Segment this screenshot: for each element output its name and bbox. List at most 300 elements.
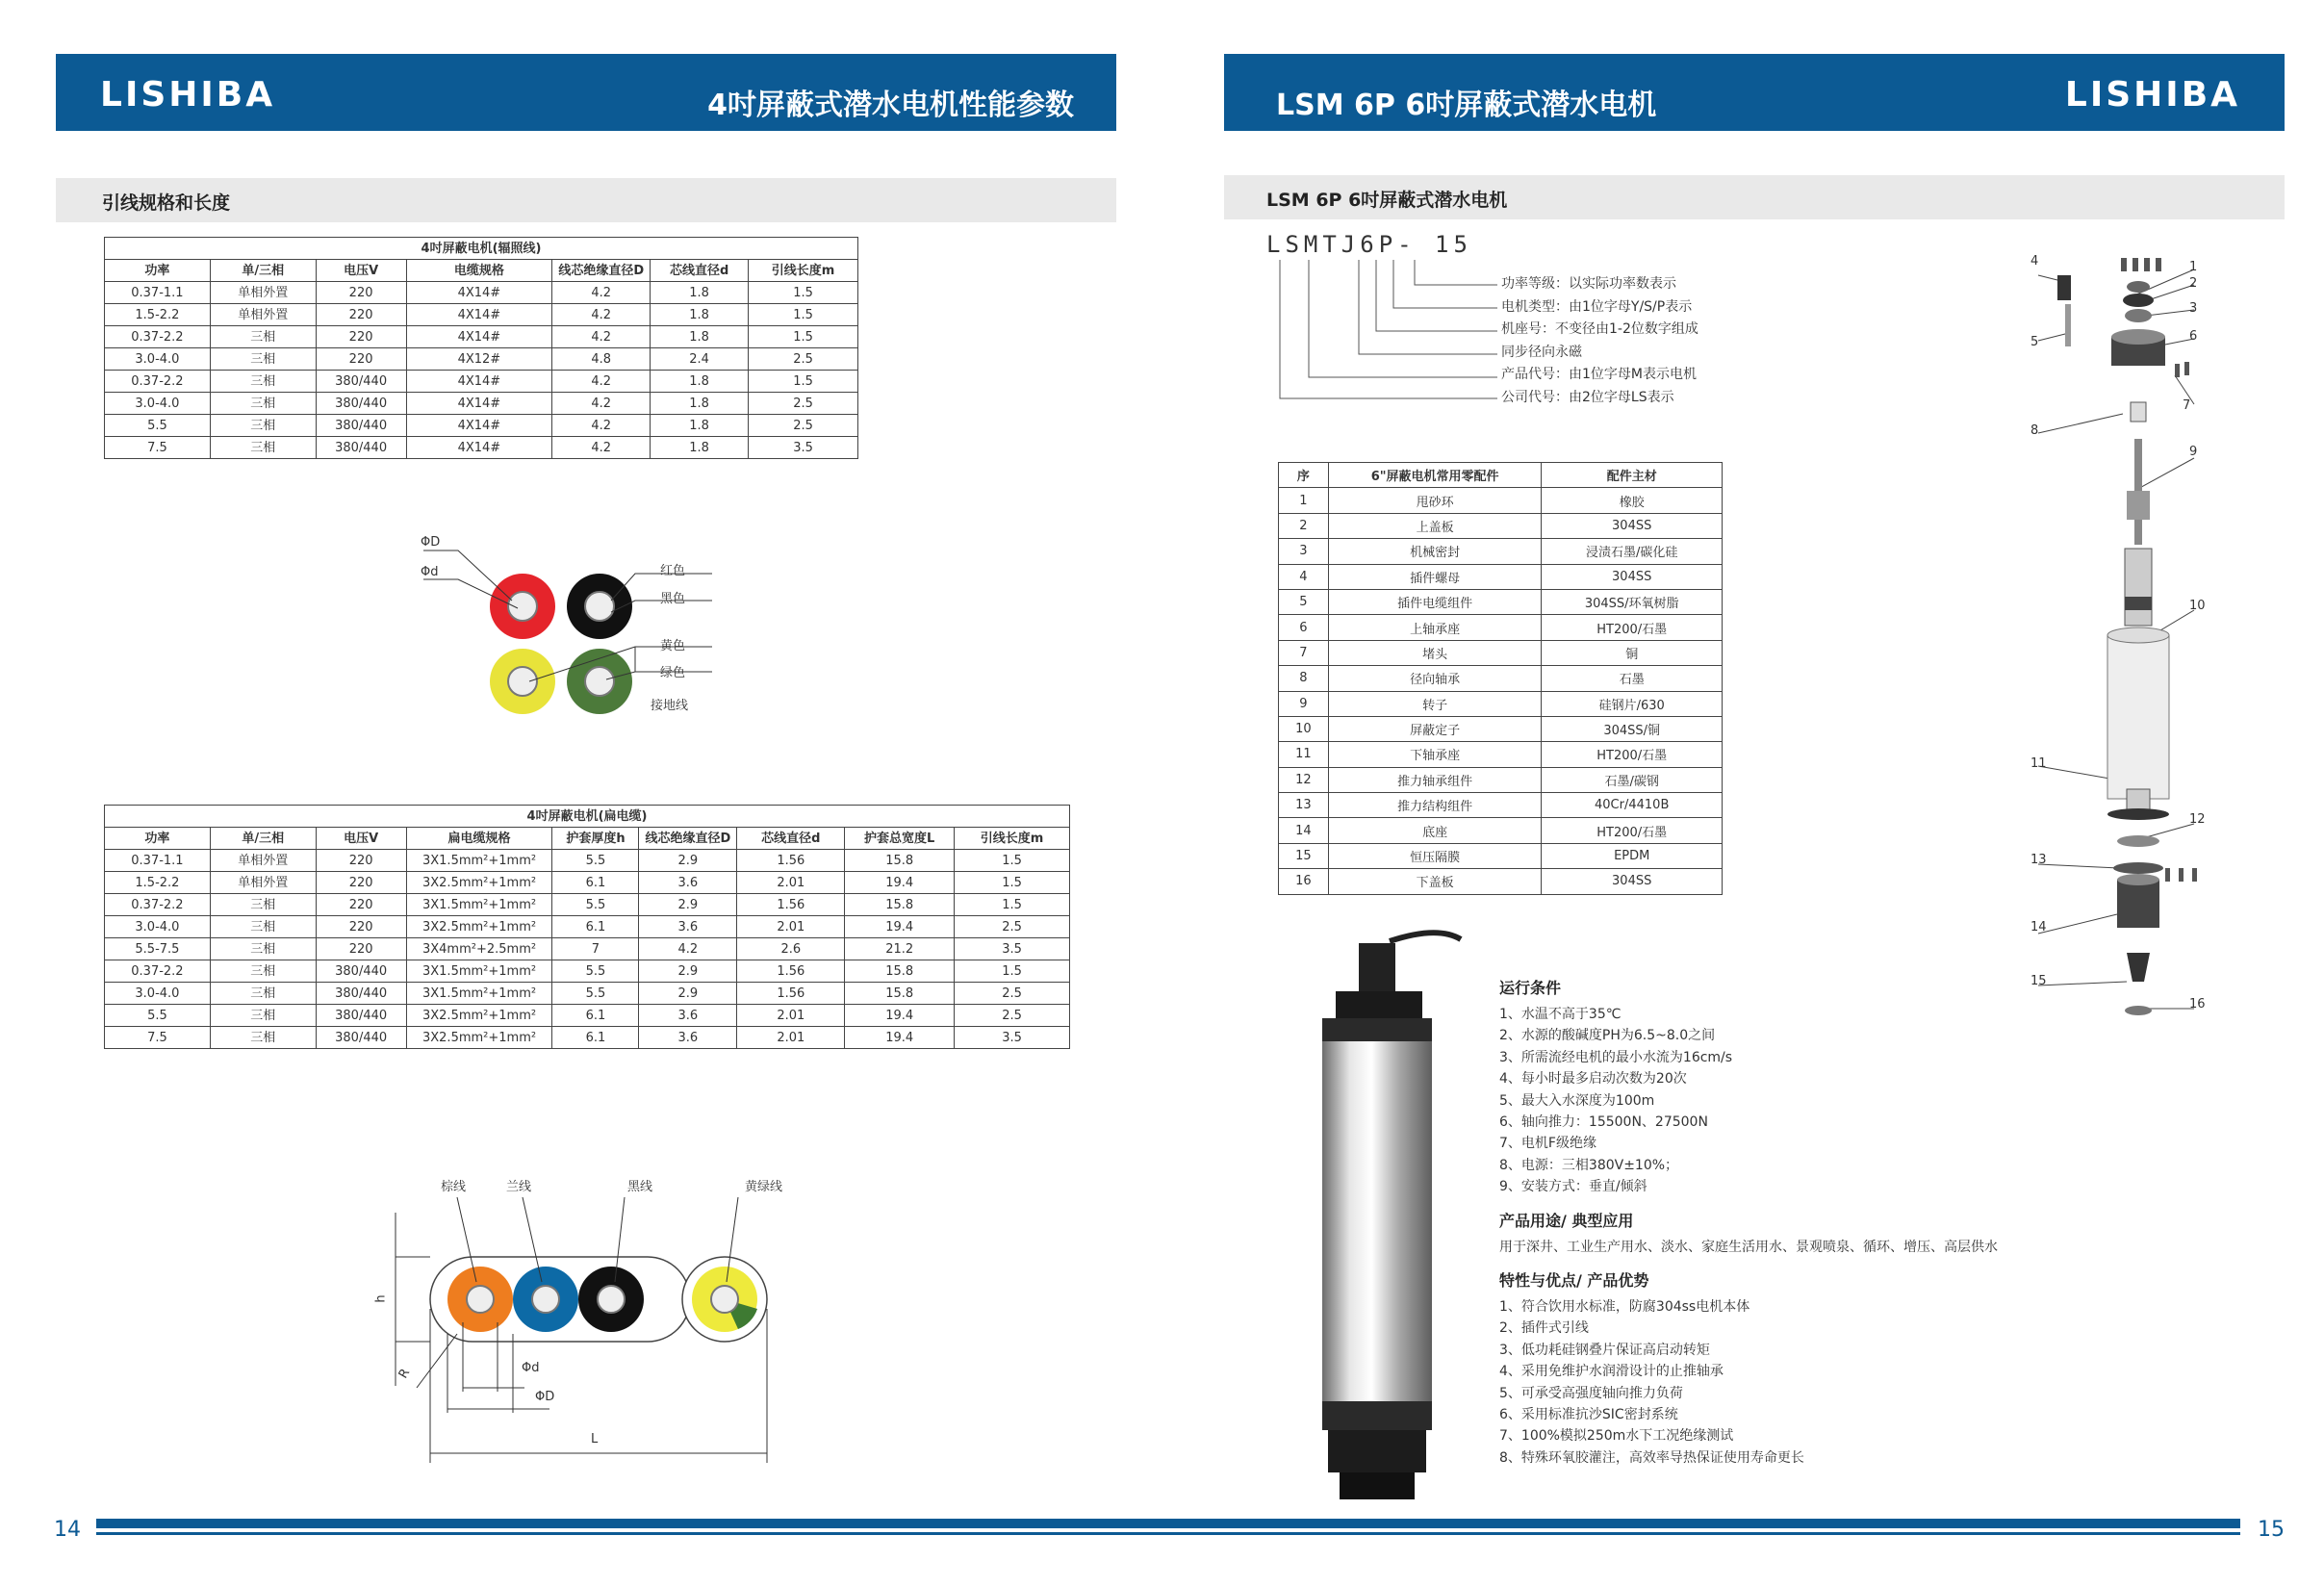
table-row (105, 916, 1070, 938)
parts-cell: 堵头 (1328, 640, 1542, 665)
table-cell: 2.01 (737, 1005, 845, 1027)
parts-row (1279, 716, 1723, 741)
table-cell: 1.8 (651, 371, 749, 393)
table-cell: 220 (316, 326, 406, 348)
table-header-cell: 单/三相 (210, 260, 316, 282)
left-logo: LISHIBA (100, 75, 276, 115)
parts-row (1279, 513, 1723, 538)
table-header-cell: 芯线直径d (651, 260, 749, 282)
parts-cell: 甩砂环 (1328, 488, 1542, 513)
parts-row (1279, 666, 1723, 691)
table-cell: 2.01 (737, 872, 845, 894)
parts-cell: 石墨/碳钢 (1542, 767, 1723, 792)
table-cell: 220 (316, 938, 406, 960)
table-cell: 380/440 (316, 960, 406, 983)
table-cell: 15.8 (845, 894, 955, 916)
table-cell: 220 (316, 894, 406, 916)
feature-item: 2、插件式引线 (1499, 1320, 1589, 1337)
condition-item: 2、水源的酸碱度PH为6.5~8.0之间 (1499, 1028, 1716, 1044)
feature-item: 1、符合饮用水标准，防腐304ss电机本体 (1499, 1299, 1750, 1315)
table-cell: 3X2.5mm²+1mm² (406, 1005, 552, 1027)
flat-phid-label: Φd (522, 1361, 540, 1375)
parts-header-cell: 配件主材 (1542, 463, 1723, 488)
left-page-number: 14 (54, 1518, 81, 1542)
parts-cell: 5 (1279, 589, 1329, 614)
table-row (105, 348, 858, 371)
parts-row (1279, 691, 1723, 716)
table-cell: 3.6 (639, 1027, 737, 1049)
table-cell: 6.1 (552, 916, 639, 938)
table-cell: 2.9 (639, 960, 737, 983)
table-cell: 7.5 (105, 437, 211, 459)
table-cell: 三相 (210, 415, 316, 437)
part-number-label: 3 (2189, 301, 2198, 316)
table-cell: 5.5 (552, 960, 639, 983)
parts-cell: HT200/石墨 (1542, 818, 1723, 843)
parts-cell: 15 (1279, 843, 1329, 868)
table-cell: 三相 (210, 371, 316, 393)
feature-item: 3、低功耗硅钢叠片保证高启动转矩 (1499, 1342, 1710, 1358)
table-header-cell: 电缆规格 (406, 260, 552, 282)
left-header (56, 54, 1116, 131)
table-cell: 1.8 (651, 393, 749, 415)
table-cell: 1.5 (955, 850, 1070, 872)
table-cell: 380/440 (316, 393, 406, 415)
table-cell: 380/440 (316, 371, 406, 393)
parts-table (1278, 462, 1723, 895)
parts-cell: 下轴承座 (1328, 742, 1542, 767)
code-description: 机座号：不变径由1-2位数字组成 (1501, 321, 1698, 338)
footer-bar (96, 1519, 2240, 1528)
table-row (105, 938, 1070, 960)
table-cell: 1.8 (651, 282, 749, 304)
parts-cell: 浸渍石墨/碳化硅 (1542, 539, 1723, 564)
feature-item: 6、采用标准抗沙SIC密封系统 (1499, 1407, 1678, 1423)
table-cell: 3X2.5mm²+1mm² (406, 872, 552, 894)
condition-item: 4、每小时最多启动次数为20次 (1499, 1071, 1687, 1088)
parts-cell: HT200/石墨 (1542, 615, 1723, 640)
feature-item: 4、采用免维护水润滑设计的止推轴承 (1499, 1364, 1724, 1380)
model-code: LSMTJ6P- 15 (1266, 231, 1472, 258)
table-cell: 3X2.5mm²+1mm² (406, 916, 552, 938)
parts-cell: 下盖板 (1328, 869, 1542, 894)
table-cell: 4X14# (406, 326, 552, 348)
part-number-label: 14 (2030, 920, 2047, 934)
table-cell: 3X1.5mm²+1mm² (406, 960, 552, 983)
R-label: R (396, 1366, 414, 1382)
table-cell: 3.6 (639, 872, 737, 894)
red-label: 红色 (660, 564, 686, 578)
table-cell: 4.8 (552, 348, 651, 371)
table-row (105, 415, 858, 437)
parts-cell: 橡胶 (1542, 488, 1723, 513)
applications-text: 用于深井、工业生产用水、淡水、家庭生活用水、景观喷泉、循环、增压、高层供水 (1499, 1240, 1998, 1255)
table-row (105, 894, 1070, 916)
parts-cell: 上盖板 (1328, 513, 1542, 538)
table-cell: 380/440 (316, 1027, 406, 1049)
table-cell: 4X14# (406, 282, 552, 304)
table-cell: 2.5 (955, 1005, 1070, 1027)
right-header (1224, 54, 2285, 131)
table-cell: 0.37-2.2 (105, 960, 211, 983)
table-cell: 单相外置 (210, 282, 316, 304)
table-cell: 2.5 (749, 415, 858, 437)
condition-item: 9、安装方式：垂直/倾斜 (1499, 1179, 1647, 1195)
table-row (105, 282, 858, 304)
table-cell: 4.2 (552, 326, 651, 348)
table-cell: 三相 (210, 938, 316, 960)
table-cell: 1.5 (749, 326, 858, 348)
parts-cell: 7 (1279, 640, 1329, 665)
table-cell: 2.01 (737, 916, 845, 938)
table-cell: 三相 (210, 393, 316, 415)
table-cell: 三相 (210, 348, 316, 371)
table-cell: 380/440 (316, 1005, 406, 1027)
table-cell: 0.37-1.1 (105, 850, 211, 872)
table-cell: 220 (316, 872, 406, 894)
table-cell: 4X14# (406, 371, 552, 393)
parts-cell: 恒压隔膜 (1328, 843, 1542, 868)
left-page-title: 4吋屏蔽式潜水电机性能参数 (707, 89, 1074, 122)
table-cell: 19.4 (845, 872, 955, 894)
table-cell: 三相 (210, 437, 316, 459)
table-cell: 15.8 (845, 960, 955, 983)
table-cell: 2.9 (639, 850, 737, 872)
right-page-number: 15 (2258, 1518, 2285, 1542)
parts-cell: 推力轴承组件 (1328, 767, 1542, 792)
parts-row (1279, 869, 1723, 894)
table-cell: 4.2 (552, 393, 651, 415)
table-cell: 三相 (210, 916, 316, 938)
table-cell: 4X12# (406, 348, 552, 371)
table-header-cell: 线芯绝缘直径D (552, 260, 651, 282)
parts-row (1279, 640, 1723, 665)
table-cell: 单相外置 (210, 872, 316, 894)
table-cell: 3X1.5mm²+1mm² (406, 850, 552, 872)
table-header-cell: 电压V (316, 828, 406, 850)
parts-cell: 底座 (1328, 818, 1542, 843)
parts-cell: 2 (1279, 513, 1329, 538)
table-row (105, 960, 1070, 983)
parts-cell: 14 (1279, 818, 1329, 843)
part-number-label: 9 (2189, 445, 2198, 459)
table-cell: 1.5-2.2 (105, 304, 211, 326)
part-number-label: 6 (2189, 329, 2198, 344)
parts-cell: 硅钢片/630 (1542, 691, 1723, 716)
condition-item: 8、电源：三相380V±10%； (1499, 1157, 1679, 1173)
parts-cell: 推力结构组件 (1328, 793, 1542, 818)
yellow-label: 黄色 (660, 639, 686, 653)
cable-spec-table-irradiated (104, 237, 858, 459)
part-number-label: 13 (2030, 853, 2047, 867)
condition-item: 5、最大入水深度为100m (1499, 1092, 1655, 1109)
parts-cell: 径向轴承 (1328, 666, 1542, 691)
model-code-descriptions (1501, 273, 1698, 410)
table-cell: 5.5 (105, 415, 211, 437)
table-cell: 380/440 (316, 415, 406, 437)
table-cell: 19.4 (845, 1027, 955, 1049)
features-title: 特性与优点/ 产品优势 (1499, 1271, 1649, 1290)
right-section-title: LSM 6P 6吋屏蔽式潜水电机 (1266, 190, 1508, 211)
table-row (105, 1005, 1070, 1027)
part-number-label: 5 (2030, 335, 2039, 349)
table-cell: 15.8 (845, 983, 955, 1005)
table-header-cell: 功率 (105, 828, 211, 850)
parts-cell: 8 (1279, 666, 1329, 691)
table-cell: 单相外置 (210, 850, 316, 872)
feature-item: 8、特殊环氧胶灌注，高效率导热保证使用寿命更长 (1499, 1449, 1804, 1466)
table-row (105, 850, 1070, 872)
table1-caption: 4吋屏蔽电机(辐照线) (105, 238, 858, 260)
table-cell: 3X2.5mm²+1mm² (406, 1027, 552, 1049)
table-cell: 1.5 (749, 371, 858, 393)
parts-cell: 转子 (1328, 691, 1542, 716)
operating-conditions (1499, 976, 1732, 1198)
table-cell: 2.9 (639, 894, 737, 916)
parts-header-cell: 6"屏蔽电机常用零配件 (1328, 463, 1542, 488)
table-cell: 0.37-1.1 (105, 282, 211, 304)
table-cell: 2.5 (955, 983, 1070, 1005)
table-header-cell: 护套厚度h (552, 828, 639, 850)
condition-item: 6、轴向推力：15500N、27500N (1499, 1114, 1708, 1131)
table-cell: 3.0-4.0 (105, 916, 211, 938)
operating-conditions-title: 运行条件 (1499, 979, 1562, 997)
parts-cell: HT200/石墨 (1542, 742, 1723, 767)
table-cell: 220 (316, 916, 406, 938)
parts-cell: 304SS (1542, 564, 1723, 589)
parts-cell: 3 (1279, 539, 1329, 564)
table-cell: 1.5 (955, 894, 1070, 916)
parts-row (1279, 818, 1723, 843)
parts-cell: 10 (1279, 716, 1329, 741)
table-cell: 1.56 (737, 983, 845, 1005)
table-cell: 5.5 (552, 850, 639, 872)
table-header-cell: 单/三相 (210, 828, 316, 850)
parts-cell: 40Cr/4410B (1542, 793, 1723, 818)
table-row (105, 304, 858, 326)
applications-title: 产品用途/ 典型应用 (1499, 1212, 1634, 1230)
table-cell: 2.5 (955, 916, 1070, 938)
table-cell: 19.4 (845, 1005, 955, 1027)
table-header-cell: 引线长度m (749, 260, 858, 282)
table-cell: 15.8 (845, 850, 955, 872)
table-header-cell: 功率 (105, 260, 211, 282)
part-number-label: 12 (2189, 812, 2206, 827)
parts-cell: 4 (1279, 564, 1329, 589)
table-cell: 3X4mm²+2.5mm² (406, 938, 552, 960)
table-cell: 380/440 (316, 983, 406, 1005)
table-header-cell: 引线长度m (955, 828, 1070, 850)
parts-cell: 1 (1279, 488, 1329, 513)
table2-caption: 4吋屏蔽电机(扁电缆) (105, 806, 1070, 828)
parts-cell: 304SS (1542, 513, 1723, 538)
code-description: 公司代号：由2位字母LS表示 (1501, 389, 1674, 405)
table-cell: 3.5 (955, 1027, 1070, 1049)
table-cell: 三相 (210, 960, 316, 983)
table-cell: 1.8 (651, 437, 749, 459)
feature-item: 7、100%模拟250m水下工况绝缘测试 (1499, 1428, 1734, 1445)
table-cell: 2.01 (737, 1027, 845, 1049)
table-cell: 2.5 (749, 348, 858, 371)
table-cell: 6.1 (552, 1027, 639, 1049)
table-cell: 6.1 (552, 1005, 639, 1027)
table-cell: 4.2 (552, 437, 651, 459)
black-flat-label: 黑线 (627, 1180, 653, 1194)
left-section-title: 引线规格和长度 (102, 192, 231, 214)
part-number-label: 8 (2030, 423, 2039, 438)
table-cell: 0.37-2.2 (105, 326, 211, 348)
table-cell: 三相 (210, 1005, 316, 1027)
table-cell: 1.5 (749, 282, 858, 304)
table-row (105, 437, 858, 459)
table-row (105, 326, 858, 348)
condition-item: 1、水温不高于35℃ (1499, 1007, 1622, 1022)
table-cell: 3.0-4.0 (105, 983, 211, 1005)
parts-cell: 304SS (1542, 869, 1723, 894)
exploded-view-diagram (2030, 241, 2242, 1039)
table-cell: 5.5 (552, 983, 639, 1005)
table-cell: 1.5 (749, 304, 858, 326)
table-row (105, 983, 1070, 1005)
table-cell: 380/440 (316, 437, 406, 459)
part-number-label: 10 (2189, 599, 2206, 613)
table-cell: 220 (316, 348, 406, 371)
parts-row (1279, 843, 1723, 868)
table-cell: 4X14# (406, 393, 552, 415)
parts-row (1279, 742, 1723, 767)
part-number-label: 1 (2189, 260, 2198, 274)
table-cell: 1.56 (737, 850, 845, 872)
parts-cell: 12 (1279, 767, 1329, 792)
table-row (105, 393, 858, 415)
parts-cell: 插件螺母 (1328, 564, 1542, 589)
features (1499, 1268, 1804, 1469)
table-cell: 3X1.5mm²+1mm² (406, 894, 552, 916)
parts-row (1279, 539, 1723, 564)
black-label: 黑色 (660, 592, 686, 606)
parts-row (1279, 564, 1723, 589)
table-cell: 三相 (210, 983, 316, 1005)
code-description: 功率等级：以实际功率数表示 (1501, 276, 1676, 292)
table-cell: 0.37-2.2 (105, 371, 211, 393)
table-cell: 1.5-2.2 (105, 872, 211, 894)
table-cell: 6.1 (552, 872, 639, 894)
code-description: 产品代号：由1位字母M表示电机 (1501, 367, 1697, 383)
table-cell: 7.5 (105, 1027, 211, 1049)
table-cell: 220 (316, 282, 406, 304)
table-cell: 3.6 (639, 1005, 737, 1027)
table-cell: 1.8 (651, 326, 749, 348)
table-cell: 1.5 (955, 872, 1070, 894)
code-description: 同步径向永磁 (1501, 344, 1582, 360)
parts-row (1279, 793, 1723, 818)
table-cell: 3.0-4.0 (105, 393, 211, 415)
parts-row (1279, 589, 1723, 614)
part-number-label: 11 (2030, 756, 2047, 771)
table-cell: 2.5 (749, 393, 858, 415)
parts-cell: 机械密封 (1328, 539, 1542, 564)
table-cell: 3X1.5mm²+1mm² (406, 983, 552, 1005)
table-row (105, 872, 1070, 894)
left-section-bar (56, 178, 1116, 222)
table-row (105, 1027, 1070, 1049)
parts-cell: 9 (1279, 691, 1329, 716)
parts-cell: 11 (1279, 742, 1329, 767)
parts-row (1279, 488, 1723, 513)
part-number-label: 16 (2189, 997, 2206, 1011)
table-cell: 2.6 (737, 938, 845, 960)
feature-item: 5、可承受高强度轴向推力负荷 (1499, 1385, 1683, 1401)
parts-cell: 16 (1279, 869, 1329, 894)
parts-cell: 304SS/环氧树脂 (1542, 589, 1723, 614)
table-cell: 1.56 (737, 894, 845, 916)
yellowgreen-label: 黄绿线 (745, 1180, 783, 1194)
table-cell: 三相 (210, 894, 316, 916)
table-cell: 4.2 (552, 304, 651, 326)
table-header-cell: 芯线直径d (737, 828, 845, 850)
model-code-lines (1270, 258, 1501, 402)
table-cell: 21.2 (845, 938, 955, 960)
table-cell: 19.4 (845, 916, 955, 938)
table-cell: 1.5 (955, 960, 1070, 983)
table-cell: 5.5 (552, 894, 639, 916)
table-cell: 三相 (210, 326, 316, 348)
table-cell: 7 (552, 938, 639, 960)
blue-label: 兰线 (506, 1180, 532, 1194)
table-cell: 0.37-2.2 (105, 894, 211, 916)
round-phiD-label: ΦD (421, 535, 441, 550)
parts-cell: 石墨 (1542, 666, 1723, 691)
parts-cell: 上轴承座 (1328, 615, 1542, 640)
table-cell: 220 (316, 304, 406, 326)
table-cell: 4.2 (552, 282, 651, 304)
flat-phiD-label: ΦD (535, 1390, 555, 1404)
part-number-label: 7 (2183, 398, 2191, 413)
code-description: 电机类型：由1位字母Y/S/P表示 (1501, 298, 1693, 315)
L-label: L (591, 1432, 599, 1446)
parts-cell: EPDM (1542, 843, 1723, 868)
table-cell: 4.2 (552, 415, 651, 437)
cable-spec-table-flat (104, 805, 1070, 1049)
table-cell: 1.56 (737, 960, 845, 983)
table-cell: 3.5 (749, 437, 858, 459)
table-cell: 1.8 (651, 304, 749, 326)
table-header-cell: 线芯绝缘直径D (639, 828, 737, 850)
table-cell: 三相 (210, 1027, 316, 1049)
table-cell: 5.5-7.5 (105, 938, 211, 960)
part-number-label: 15 (2030, 974, 2047, 988)
green-label: 绿色 (660, 666, 686, 680)
parts-cell: 插件电缆组件 (1328, 589, 1542, 614)
ground-label: 接地线 (651, 699, 689, 713)
parts-cell: 6 (1279, 615, 1329, 640)
part-number-label: 4 (2030, 254, 2039, 269)
table-cell: 5.5 (105, 1005, 211, 1027)
table-cell: 单相外置 (210, 304, 316, 326)
table-cell: 3.0-4.0 (105, 348, 211, 371)
motor-photo (1278, 928, 1470, 1505)
table-cell: 4X14# (406, 437, 552, 459)
part-number-label: 2 (2189, 276, 2198, 291)
right-logo: LISHIBA (2064, 75, 2240, 115)
parts-row (1279, 615, 1723, 640)
table-header-cell: 扁电缆规格 (406, 828, 552, 850)
parts-cell: 屏蔽定子 (1328, 716, 1542, 741)
condition-item: 7、电机F级绝缘 (1499, 1136, 1596, 1152)
parts-header-cell: 序 (1279, 463, 1329, 488)
table-cell: 4.2 (552, 371, 651, 393)
table-cell: 4.2 (639, 938, 737, 960)
